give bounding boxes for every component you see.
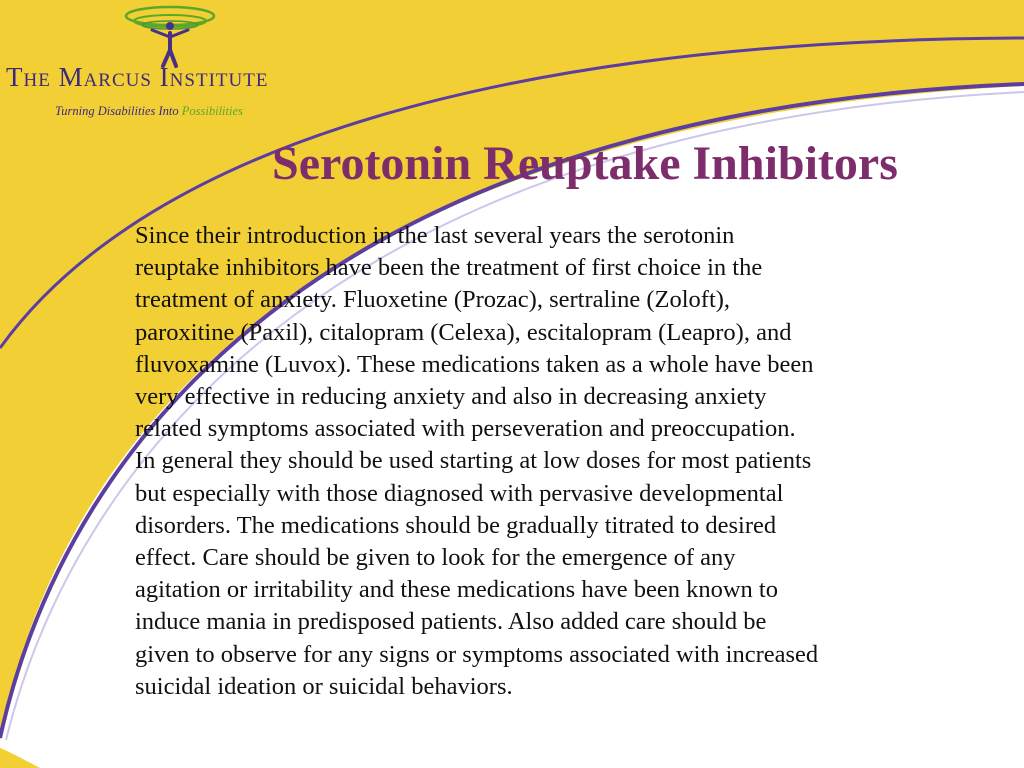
body-line: but especially with those diagnosed with pervasive developmental [135,479,784,507]
body-line: disorders. The medications should be gradually titrated to desired [135,511,777,539]
body-line: induce mania in predisposed patients. Also added care should be [135,608,767,636]
body-line: paroxitine (Paxil), citalopram (Celexa), escitalopram (Leapro), and [135,318,792,346]
body-line: agitation or irritability and these medications have been known to [135,576,778,604]
body-line: related symptoms associated with perseveration and preoccupation. [135,415,796,443]
body-line: reuptake inhibitors have been the treatment of first choice in the [135,254,763,282]
slide-title: Serotonin Reuptake Inhibitors [272,137,898,190]
body-line: In general they should be used starting at low doses for most patients [135,447,812,475]
tagline-accent: Possibilities [181,104,243,118]
body-line: effect. Care should be given to look for the emergence of any [135,544,736,572]
figure-with-rings-icon [120,4,220,70]
body-line: suicidal ideation or suicidal behaviors. [135,672,513,700]
body-line: fluvoxamine (Luvox). These medications taken as a whole have been [135,350,814,378]
body-line: treatment of anxiety. Fluoxetine (Prozac), sertraline (Zoloft), [135,286,731,314]
logo-tagline [55,104,243,119]
institute-logo [0,0,360,130]
body-line: given to observe for any signs or symptoms associated with increased [135,640,819,668]
body-line: Since their introduction in the last several years the serotonin [135,222,735,249]
logo-name: The Marcus Institute [6,62,269,92]
body-line: very effective in reducing anxiety and also in decreasing anxiety [135,383,767,411]
slide-body [135,220,985,703]
tagline-prefix: Turning Disabilities Into [55,104,179,118]
